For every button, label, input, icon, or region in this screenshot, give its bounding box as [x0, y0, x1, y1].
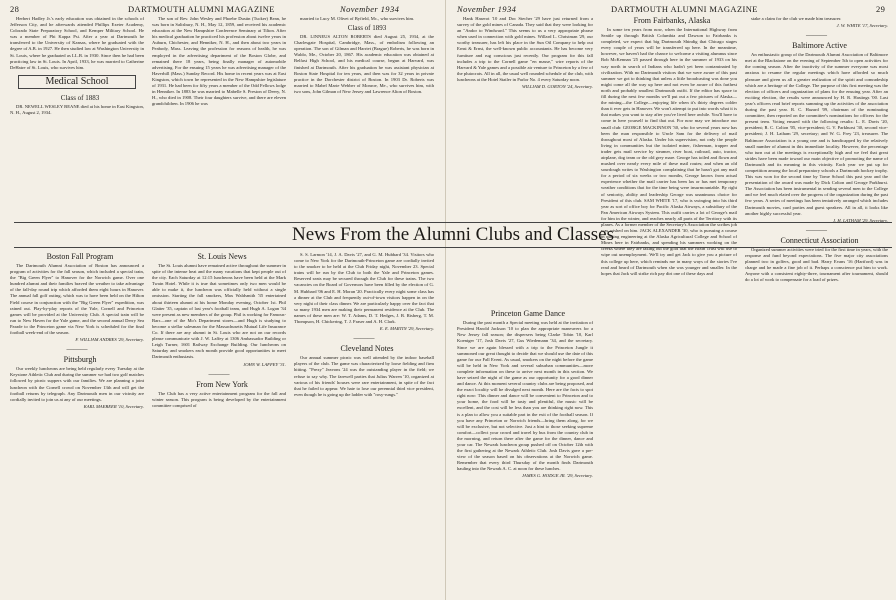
medical-school-box: Medical School — [18, 75, 136, 89]
obit-text: married to Lucy M. Olivet of Byfield, Mc., who survives him. — [300, 16, 415, 21]
left-page — [0, 0, 446, 600]
obit-text: DR. NEWELL WESLEY BEANE died at his home in East Kingston, N. H., August 2, 1934. — [10, 103, 144, 116]
divider-ornament: ——— — [208, 369, 230, 378]
clubs-column-1 — [10, 252, 144, 598]
signature: KARL MAEBEER '10, Secretary. — [83, 403, 144, 409]
article-text: stake a claim for the club we made him treasurer. — [751, 16, 842, 21]
signature: JOHN W. LAFFEY '31. — [243, 361, 286, 367]
signature: JAMES G. HODGE JR. '29, Secretary. — [521, 473, 593, 479]
obit-column-2 — [152, 16, 286, 219]
article-text: S. S. Larmon '14, J. A. Davis '27, and G. M. Hubbard '34. Visitors who come to New York for the Dartmouth-Princeton game are cordially invited to the smoker to be held at the Club Friday night, November 23. Special trains will be run by the Club to both the Yale and Princeton games. Reserved seats may be secured through the Club for these trains. The two vacancies on the Board of Governors have been filled by the election of G. M. Hubbard '06 and E. H. Moran '20. Practically every night some class has a dinner at the Club and frequently out-of-town visitors happen in on the very night of their class dinner. We are particularly happy over the fact that so many 1934 men are making their permanent residence at the Club. The names of these men are: W. T. Adams, D. T. Hedges, J. B. Risberg, T. M. Thompson, H. Chickering, T. J. Fraser and A. H. Clark. — [294, 252, 434, 325]
obit-text: Herbert Hadley Jr.'s early education was obtained in the schools of Jefferson City, and he afterwards attended Phillips Exeter Academy, Colorado State Preparatory School, and Kemper Military School. He was a member of Phi Kappa Psi. After a year at Dartmouth he transferred to the University of Kansas, where he graduated with the degree of A.B. in 1927. He then studied law at Washington University in St. Louis, where he graduated as LL.B. in 1930. Since then he had been practicing law in St. Louis. In April, 1933, he was married to Catherine DeHatre of St. Louis, who survives him. — [10, 16, 144, 70]
section-heading: Princeton Game Dance — [490, 309, 566, 319]
section-heading: Baltimore Active — [792, 41, 847, 51]
section-heading: Cleveland Notes — [340, 344, 394, 354]
page-number: 28 — [10, 4, 20, 14]
section-heading: Connecticut Association — [780, 235, 859, 245]
issue-date: November 1934 — [457, 4, 517, 14]
left-running-head — [0, 4, 445, 16]
divider-ornament: ——— — [806, 31, 827, 40]
obit-text: DR. LINNEUS ALTON ROBERTS died August 25, 1934, at the Charlesgate Hospital, Cambridge, Mass., of embolism following an operation. The son of Gilman and Harriet (Brague) Roberts, he was born in Waldo, Me., October 20, 1867. His academic education was obtained at Belfast High School, and his medical course, begun at Harvard, was finished at Dartmouth. After his graduation he was assistant physician at Boston State Hospital for ten years, and then was for 32 years in private practice in the Dorchester district of Boston. In 1903 Dr. Roberts was married to Mabel Marie Webber of Monroe, Me., who survives him, with two sons, John Gilman of New Jersey and Lawrence Alton of Boston. — [294, 34, 434, 94]
section-heading: From New York — [196, 379, 248, 389]
right-page — [451, 0, 896, 600]
signature: E. E. MARTIN '29, Secretary. — [379, 326, 434, 332]
magazine-title: DARTMOUTH ALUMNI MAGAZINE — [128, 4, 275, 14]
clubs-column-2 — [152, 252, 286, 598]
article-text: An enthusiastic group of the Dartmouth Alumni Association of Baltimore met at the Blackstone on the evening of September 5th to open activities for the coming season. After the inactivity of the summer everyone was most anxious to resume the regular meetings which have afforded so much pleasure and given us all a greater realization of the spirit and comradeship which are a heritage of the College. The purpose of this first meeting was the election of officers and organization of plans for the ensuing year. After an exciting election, the results were announced by H. R. Hastings '00. Last year's officers read brief reports summing up the activities of the association during the past year. R. C. Hazard '09, chairman of the nominating committee, then reported on the committee's nominations for officers for the present term. Voting ensued with the following results: L. E. Davis '20, president; R. C. Colton '05, vice-president; G. V. Parkhurst '30, second vice-president; J. H. Latham '29, secretary; and W. G. Frey '23, treasurer. The Baltimore Association is a young one and is handicapped by the relatively small number of alumni in this immediate locality. However, the percentage who turn out at the meetings is exceptionally high and we feel that great strides have been made toward our main objective of promoting the name of Dartmouth and its meaning in this vicinity. Each year we put up for competition among the local preparatory schools a Dartmouth hockey trophy. This was won for the second time by Tome School this past year and the presentation of the award was made by Dick Colton and George Parkhurst. The Association has been instrumental in sending several men to the College and we feel much elated over the progress of the organization during the past few years. A series of meetings has been tentatively arranged which includes Dartmouth movies, card parties and guest speakers. All in all, it looks like another highly successful year. — [745, 52, 888, 216]
clubs-column-3 — [294, 252, 434, 598]
signature: J. H. LATHAM '29, Secretary. — [833, 217, 888, 223]
right-column-1 — [457, 16, 593, 598]
divider-ornament: ——— — [806, 225, 827, 234]
article-text: Our weekly luncheons are being held regularly every Tuesday at the Keystone Athletic Club and during the summer we had two golf matches followed by picnic suppers with our families. We are planning a joint luncheon with the Cornell crowd on November 13th and will get the football returns by telegraph. Any Dartmouth men in our vicinity are cordially invited to join us at any of our meetings. — [10, 366, 144, 402]
signature: F. WILLIAM ANDRES '29, Secretary. — [75, 337, 144, 343]
signature: WILLIAM D. GORTON '24, Secretary. — [521, 84, 593, 90]
article-text: Our annual summer picnic was well attended by the indoor baseball players of the club. The game was characterized by loose fielding and firm hitting. "Prexy" Jeavons '24 was the outstanding player in the field; we refuse to say why. The farewell parties that Julius Warren '10, organized at various of his friends' houses were rare entertainment, in spite of the fact that he failed to appear. We hate to lose our perennial third vice president, even though he is going up the ladder with "rosy-rungs." — [294, 355, 434, 397]
article-text: Hank Haserot '10 and Doc Stecher '29 have just returned from a survey of the gold mines of Canada. They said that they were looking for an "Andor to Windward." This seems to us a very appropriate phrase when used in connection with gold mines. Willard L. Christman '29, our worthy treasurer, has left his place in the Sun Oil Company to help out Ernst & Ernst, the well-known public accountants. He has become very furniture and rug conscious just recently. Our program for this fall includes a trip to the Cornell game "en masse," wire reports of the Harvard & Yale games and a possible air venture to Princeton by a few of the plutocrats. All in all, the usual well rounded schedule of the club, with luncheons at the Hotel Statler in Parlor No. 4 every Saturday noon. — [457, 16, 593, 82]
article-text: Organized summer activities were tried for the first time in years, with the response and fund beyond expectations. The five major city associations planned two in golfers, good and bad. Harry Evans '16 (Hartford) was in charge and he made a fine job of it. Perhaps a conscience put him to work. Anyone with a consistent eighty-three, tournament after tournament, should do a lot of work to compensate for a load of prizes. — [745, 246, 888, 283]
article-text: During the past month a Special meeting was held at the invitation of President Harold Jackson '10 to plan the appropriate maneuvers for a New Jersey fall season; the dispersers being Clarke Tobin '10, Karl Koeniger '17, Josh Davis '27, Gus Wiedemann '34, and the secretary. Since we are again blessed with a trip to the Princeton Jungle it summoned our great thought to decide that we should use the date of this game for our Fall Event. As usual, smokers on the night before the game will be held in New York and several suburban communities—more complete information on these to arrive next month in this section. We have seized the night of the game as our opportunity for a good dinner and dance. At this moment several country clubs are being proposed, and the exact locality will be divulged next month. Here are the facts to spot right now: This dinner and dance will be convenient to Princeton and to your home, the food will be tasty and plentiful, the music will be excellent, and the cost will be less than you are thinking right now. This is a plan to allow you a suitable part in the exit of the football season. If you have any Princeton or Norwich friends—bring them along, for we will be exclusive, but not selective. Just a hint to those seeking supreme comfort—collect your crowd and travel by bus from the country club in the morning, and return there after the game for the dinner, dance and your car. The Newark luncheon group pushed off on October 12th with the first gathering at the Newark Athletic Club. Josh Davis gave a pre-view of the season based on his observations at the Norwich game. Remember that every third Thursday of the month finds Dartmouth hauling into the Newark A. C. at noon for these lunches. — [457, 320, 593, 472]
main-heading: News From the Alumni Clubs and Classes — [14, 222, 892, 248]
section-heading: Boston Fall Program — [46, 252, 114, 261]
divider-ornament: ——— — [66, 345, 88, 354]
divider-ornament: ——— — [353, 334, 375, 343]
right-column-2 — [601, 16, 737, 598]
right-running-head — [451, 4, 896, 16]
issue-date: November 1934 — [340, 4, 400, 14]
section-heading: St. Louis News — [197, 252, 247, 261]
article-text: In some ten years from now, when the International Highway from Seattle up through British Columbia and Dawson to Fairbanks is completed, we expect that big Dartmouth Shindig that Chicago stages every couple of years will be transferred up here. In the meantime, however, we haven't had the chance to welcome a visiting alumnus since Bob McKennan '25 passed through here in the summer of 1933 on his way north in search of Indians who hadn't yet been contaminated by civilization. With no Dartmouth visitors that we were aware of this past summer we got to thinking that unless a little broadcasting was done you might come all the way up here and not even be aware of this farthest north and probably smallest Dartmouth outfit. If the editor has space to fill during the next few months we'll put out a few pictures of Alaska—the mining—the College—enjoying life when it's thirty degrees colder than it ever gets in Hanover. We won't attempt to put into words what it is that makes you want to stay after you've lived here awhile. You'll have to come in here yourself to find that out. For now may we introduce our small club: GEORGE MACKINNON '30, who for several years now has been the man responsible to Uncle Sam for the delivery of mail throughout most of Alaska. Under his supervision, not only the people living in communities but the isolated miner, fisherman, trapper and trader gets mail service by steamer, river boat, railroad, auto, tractor, airplane, dog team or the old grey mare. George has toiled and flown and mushed over nearly every mile of these mail routes; and when an old sourdough writes to Washington complaining that he hasn't got any mail for a period of six weeks or two months, George knows from actual experience whether the mail carrier has been lax or has met temporary weather conditions that for the time being were insurmountable. By right of seniority, ability and leadership George was unanimous choice for President of this club. SAM WHITE '17, who is swinging into his third year as sort of office boy for Pacific Alaska Airways, a subsidiary of the Pan American Airways System. This outfit carries a lot of George's mail for him in the winter, and reaches nearly all parts of the Territory with its planes. As a former member of the Secretary's Association the scribes job was wished on him. JACK ALEXANDER '30, who is pursuing a course in mining engineering at the Alaska Agricultural College and School of Mines here in Fairbanks, and spending his summers working on the creeks where they are taking out the gold that the Brain Trust will use to wipe out unemployment. We'll try and get Jack to give you a picture of this college up here, which reminds me in many ways of the stories I've read and heard of Dartmouth when she was younger and smaller. In the hopes that Jack will strike rich pay dirt one of these days and — [601, 27, 737, 276]
article-text: The St. Louis alumni have remained active throughout the summer in spite of the intense heat and the many vacations that kept people out of the city. Each Saturday at 12:15 luncheons have been held at the Mark Twain Hotel. While it is true that sometimes only two men would be able to make it, the luncheon was officially held without a single omission. Starting the fall smokers, Max Waldsmith '35 entertained about thirteen alumni at his home Monday evening, October 1st. Phil Glatter '35, captain of last year's football team, and Hugh A. Logan '34 were present as new members of the group. Phil is working for Famous-Barr—one of the Mo's Department stores—and Hugh is studying to become a stellar salesman for the Massachusetts Mutual Life Insurance Co. If there are any alumni in St. Louis who are not on our records please communicate with J. W. Laffey at 1306 Ambassador Building or Leigh Turner, 1601 Railway Exchange Building. Our luncheons on Saturday and smokers each month provide good opportunities to meet Dartmouth enthusiasts. — [152, 263, 286, 360]
signature: J. W. WHITE '17, Secretary. — [836, 23, 888, 29]
heading-band-spacer — [457, 91, 593, 309]
article-text: The Club has a very active entertainment program for the fall and winter season. This program is being developed by the entertainment committee comprised of — [152, 390, 286, 408]
obit-column-1 — [10, 16, 144, 219]
obit-text: The son of Rev. John Wesley and Phoebe Dustin (Tucker) Bean, he was born in Salisbury, N. H., May 12, 1859, and received his academic education at the New Hampshire Conference Seminary at Tilton. After his medical graduation he practiced his profession about twelve years in Auburn, Chichester, and Henniker, N. H., and then about two years in Peabody, Mass. Leaving the profession for reasons of health, he was employed in the advertising department of the Boston Globe, and remained there 18 years, being finally manager of automobile advertising. For the ensuing 15 years he was advertising manager of the Haverhill (Mass.) Sunday Record. His home in recent years was at East Kingston, which town he represented in the New Hampshire legislature of 1931. He had been for fifty years a member of the Odd Fellows lodge in Henniker. In 1883 he was married to Mabelle S. Preston of Deery, N. H., who died in 1908. Their four daughters survive, and there are eleven grandchildren. In 1906 he was — [152, 16, 286, 107]
section-heading: From Fairbanks, Alaska — [633, 16, 711, 25]
right-column-3 — [745, 16, 888, 598]
class-heading: Class of 1893 — [347, 24, 387, 33]
class-heading: Class of 1883 — [60, 93, 100, 102]
article-text: The Dartmouth Alumni Association of Boston has announced a program of activities for the fall season, which included a special train, the "Big Green Flyer" to Hanover for the Norwich game. Over one hundred alumni and their families braved the weather to take advantage of the fall-day round trip which afforded them eight hours in Hanover. The annual fall golf outing, which was to have been held on the Hilton Field course in conjunction with the "Big Green Flyer" expedition, was rained out. Play-by-play reports of the Yale, Cornell and Princeton games will be provided at the University Club. A special train will be run to New Haven for the Yale game, and the second annual Derry Sea Parade to the Princeton game via New York is scheduled for the final football week-end of the season. — [10, 263, 144, 336]
obit-column-3 — [294, 16, 434, 219]
magazine-title: DARTMOUTH ALUMNI MAGAZINE — [611, 4, 758, 14]
section-heading: Pittsburgh — [63, 355, 97, 365]
page-number: 29 — [876, 4, 886, 14]
